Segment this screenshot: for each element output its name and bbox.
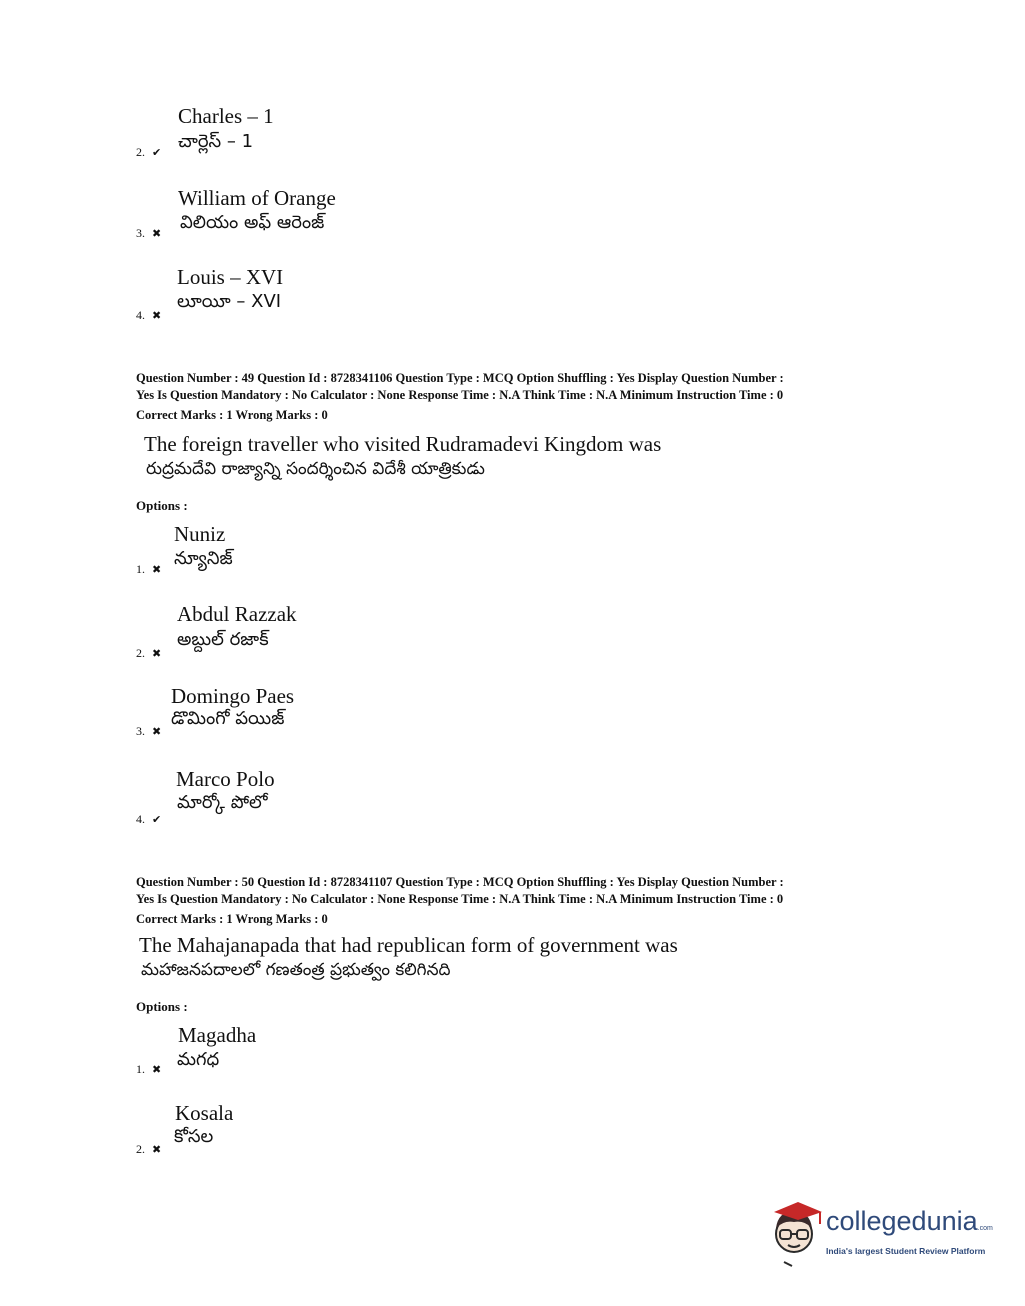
cross-icon: ✖ bbox=[152, 310, 162, 322]
options-label: Options : bbox=[136, 498, 188, 513]
option-text-en: Nuniz bbox=[174, 522, 226, 546]
option-number bbox=[136, 812, 161, 827]
option-number-label: 2. bbox=[136, 646, 145, 660]
cross-icon: ✖ bbox=[152, 648, 162, 660]
option-number bbox=[136, 724, 161, 739]
question-meta-line: Question Number : 49 Question Id : 8728341106 Question Type : MCQ Option Shuffling : Yes Display Question Number : bbox=[136, 371, 784, 385]
option-text-en: Domingo Paes bbox=[171, 684, 295, 708]
option-number bbox=[136, 1062, 161, 1077]
question-text-te: రుద్రమదేవి రాజ్యాన్ని సందర్శించిన విదేశీ యాత్రికుడు bbox=[146, 459, 485, 479]
check-icon: ✔ bbox=[152, 814, 162, 826]
option-text-en: Marco Polo bbox=[176, 767, 275, 791]
option-number bbox=[136, 562, 161, 577]
option-number-label: 3. bbox=[136, 226, 145, 240]
option-text-te: అబ్దుల్ రజాక్ bbox=[177, 629, 269, 650]
option-text-en: Abdul Razzak bbox=[177, 602, 297, 626]
option-number-label: 4. bbox=[136, 812, 145, 826]
option-number bbox=[136, 1142, 161, 1157]
option-text-te: చార్లెస్ – 1 bbox=[178, 131, 254, 152]
option-number-label: 2. bbox=[136, 145, 145, 159]
question-marks: Correct Marks : 1 Wrong Marks : 0 bbox=[136, 912, 328, 926]
question-meta-line: Question Number : 50 Question Id : 8728341107 Question Type : MCQ Option Shuffling : Yes Display Question Number : bbox=[136, 875, 784, 889]
options-label: Options : bbox=[136, 999, 188, 1014]
option-text-te: మార్కో పోలో bbox=[177, 792, 268, 813]
option-text-te: న్యూనిజ్ bbox=[174, 548, 233, 569]
check-icon: ✔ bbox=[152, 147, 162, 159]
logo-tagline: India's largest Student Review Platform bbox=[826, 1246, 986, 1256]
question-text-en: The Mahajanapada that had republican form of government was bbox=[139, 933, 678, 957]
option-text-en: Louis – XVI bbox=[177, 265, 284, 289]
collegedunia-logo bbox=[768, 1198, 998, 1270]
question-text-en: The foreign traveller who visited Rudramadevi Kingdom was bbox=[144, 432, 662, 456]
option-number-label: 4. bbox=[136, 308, 145, 322]
option-text-te: విలియం అఫ్ ఆరెంజ్ bbox=[180, 212, 325, 233]
option-number bbox=[136, 226, 161, 241]
cross-icon: ✖ bbox=[152, 726, 162, 738]
logo-name: collegedunia bbox=[826, 1206, 978, 1236]
question-text-te: మహాజనపదాలలో గణతంత్ర ప్రభుత్వం కలిగినది bbox=[141, 960, 451, 980]
option-number bbox=[136, 145, 161, 160]
mascot-icon bbox=[768, 1198, 824, 1268]
option-text-te: లూయీ – XVI bbox=[177, 291, 282, 312]
question-meta-line: Yes Is Question Mandatory : No Calculator : None Response Time : N.A Think Time : N.A Minimum Instruction Time : 0 bbox=[136, 892, 784, 906]
option-number bbox=[136, 308, 161, 323]
question-marks: Correct Marks : 1 Wrong Marks : 0 bbox=[136, 408, 328, 422]
option-text-te: డొమింగో పయిజ్ bbox=[171, 708, 285, 729]
cross-icon: ✖ bbox=[152, 564, 162, 576]
option-text-en: Magadha bbox=[178, 1023, 257, 1047]
logo-wordmark bbox=[826, 1206, 993, 1237]
logo-domain: .com bbox=[977, 1225, 993, 1232]
option-number-label: 3. bbox=[136, 724, 145, 738]
option-text-en: Kosala bbox=[175, 1101, 234, 1125]
option-number-label: 1. bbox=[136, 1062, 145, 1076]
option-number bbox=[136, 646, 161, 661]
option-text-en: William of Orange bbox=[178, 186, 336, 210]
cross-icon: ✖ bbox=[152, 228, 162, 240]
option-text-te: మగధ bbox=[177, 1049, 220, 1070]
option-text-en: Charles – 1 bbox=[178, 104, 274, 128]
option-number-label: 2. bbox=[136, 1142, 145, 1156]
option-number-label: 1. bbox=[136, 562, 145, 576]
cross-icon: ✖ bbox=[152, 1144, 162, 1156]
option-text-te: కోసల bbox=[174, 1126, 214, 1147]
question-meta-line: Yes Is Question Mandatory : No Calculator : None Response Time : N.A Think Time : N.A Minimum Instruction Time : 0 bbox=[136, 388, 784, 402]
cross-icon: ✖ bbox=[152, 1064, 162, 1076]
